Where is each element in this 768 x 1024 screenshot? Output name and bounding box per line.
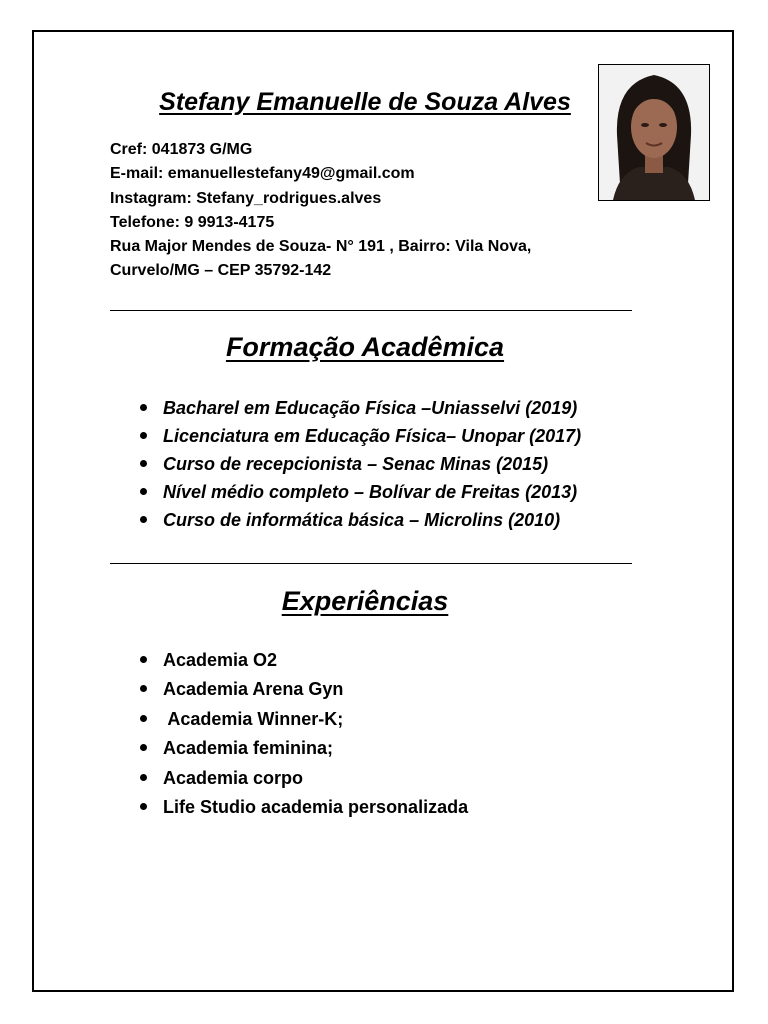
resume-name-text: Stefany Emanuelle de Souza Alves bbox=[159, 88, 571, 116]
education-item: Curso de informática básica – Microlins (2010) bbox=[136, 506, 581, 534]
education-item: Bacharel em Educação Física –Uniasselvi (2019) bbox=[136, 394, 581, 422]
experience-title-text: Experiências bbox=[281, 586, 449, 616]
experience-list bbox=[136, 646, 468, 822]
education-item: Curso de recepcionista – Senac Minas (2015) bbox=[136, 450, 581, 478]
profile-photo bbox=[598, 64, 710, 201]
experience-item: Academia Arena Gyn bbox=[136, 675, 468, 704]
education-item: Nível médio completo – Bolívar de Freitas (2013) bbox=[136, 478, 581, 506]
divider-2 bbox=[110, 563, 632, 564]
contact-block bbox=[110, 138, 531, 284]
education-section-title bbox=[0, 332, 730, 363]
experience-item: Life Studio academia personalizada bbox=[136, 793, 468, 822]
address-line-2: Curvelo/MG – CEP 35792-142 bbox=[110, 262, 332, 280]
education-title-text: Formação Acadêmica bbox=[225, 332, 505, 362]
profile-photo-image bbox=[599, 65, 709, 200]
phone-text: Telefone: 9 9913-4175 bbox=[110, 213, 275, 231]
address-line-1: Rua Major Mendes de Souza- N° 191 , Bairro: Vila Nova, bbox=[110, 238, 532, 256]
experience-item: Academia corpo bbox=[136, 764, 468, 793]
education-item: Licenciatura em Educação Física– Unopar (2017) bbox=[136, 422, 581, 450]
experience-section-title bbox=[0, 586, 730, 617]
education-list bbox=[136, 394, 581, 534]
experience-item: Academia Winner-K; bbox=[136, 705, 468, 734]
experience-item: Academia feminina; bbox=[136, 734, 468, 763]
experience-item: Academia O2 bbox=[136, 646, 468, 675]
instagram-text: Instagram: Stefany_rodrigues.alves bbox=[110, 189, 382, 207]
divider-1 bbox=[110, 310, 632, 311]
cref-text: Cref: 041873 G/MG bbox=[110, 141, 253, 158]
email-text: E-mail: emanuellestefany49@gmail.com bbox=[110, 165, 415, 183]
